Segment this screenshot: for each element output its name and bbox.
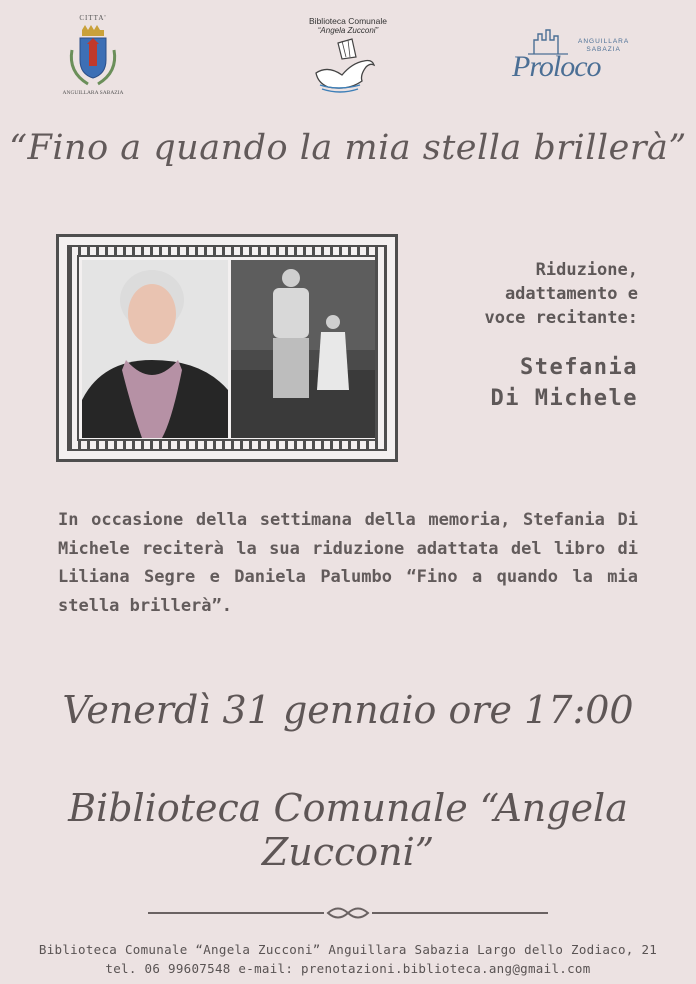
- credits-line: adattamento e: [504, 284, 638, 304]
- proloco-logo: [510, 26, 650, 88]
- event-venue: Biblioteca Comunale “Angela Zucconi”: [68, 786, 628, 874]
- event-date: Venerdì 31 gennaio ore 17:00: [62, 688, 634, 732]
- city-logo-caption-bottom: ANGUILLARA SABAZIA: [62, 90, 124, 96]
- photo-frame: [56, 234, 398, 462]
- historical-photo: [231, 260, 375, 438]
- photo-pair: [77, 255, 377, 441]
- event-description: In occasione della settimana della memoria, Stefania Di Michele reciterà la sua riduzione adattata del libro di Liliana Segre e Daniela Palumbo “Fino a quando la mia stella brillerà”.: [58, 510, 638, 616]
- performer-first-name: Stefania: [520, 355, 638, 380]
- ornament-divider-icon: [148, 902, 548, 924]
- footer-phone-email: tel. 06 99607548 e-mail: prenotazioni.biblioteca.ang@gmail.com: [105, 961, 591, 976]
- proloco-sub2: SABAZIA: [586, 46, 621, 53]
- footer-address: Biblioteca Comunale “Angela Zucconi” Anguillara Sabazia Largo dello Zodiaco, 21: [38, 942, 658, 957]
- library-logo: [300, 16, 396, 100]
- swan-book-icon: [308, 35, 388, 95]
- proloco-name: Proloco: [512, 50, 601, 83]
- credits-line: Riduzione,: [535, 260, 638, 280]
- proloco-sub1: ANGUILLARA: [578, 38, 630, 45]
- portrait-photo: [82, 260, 228, 438]
- credits-line: voce recitante:: [484, 308, 638, 328]
- city-logo-caption-top: CITTA': [79, 14, 107, 22]
- city-logo: [58, 14, 128, 96]
- footer-contact: [0, 940, 696, 978]
- library-logo-line2: “Angela Zucconi”: [317, 26, 379, 35]
- page-title: “Fino a quando la mia stella brillerà”: [9, 128, 687, 168]
- library-logo-line1: Biblioteca Comunale: [309, 16, 387, 26]
- performer-last-name: Di Michele: [490, 386, 638, 411]
- credits-block: [378, 258, 638, 330]
- performer-name: [378, 352, 638, 414]
- city-crest-icon: [58, 14, 128, 96]
